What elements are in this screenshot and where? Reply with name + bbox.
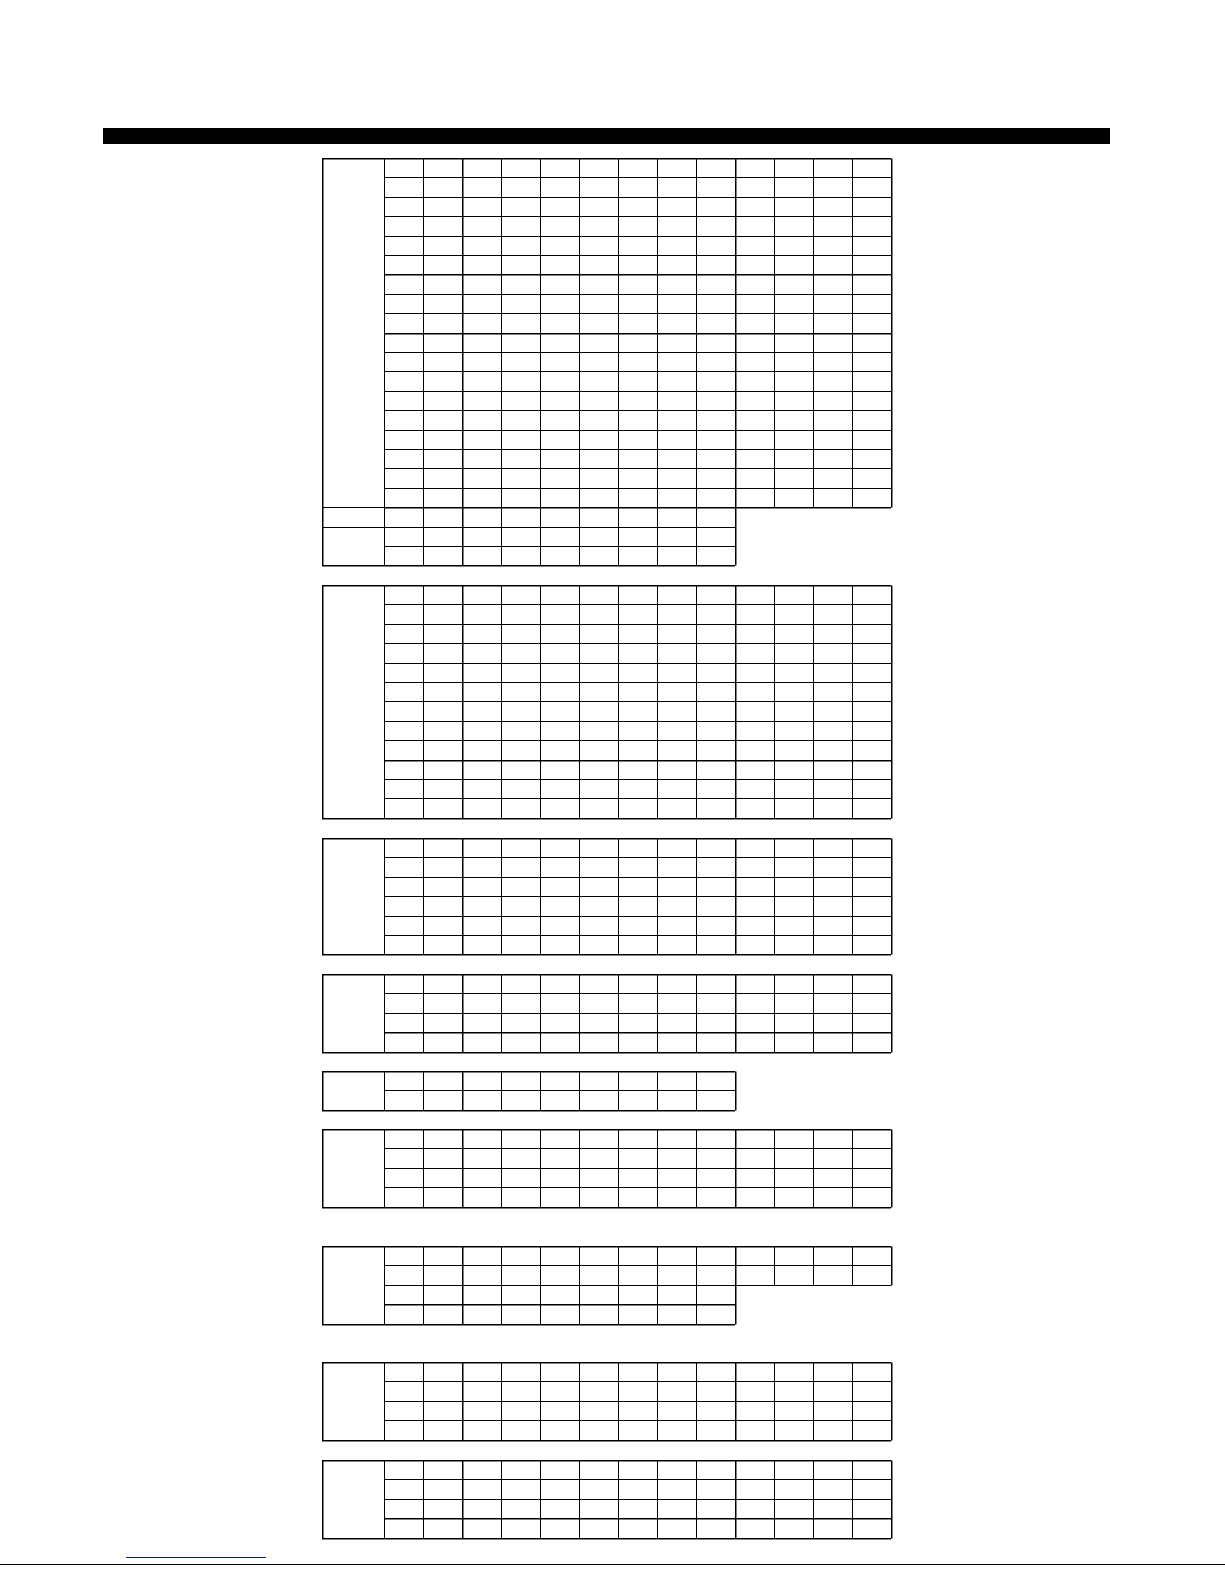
bottom-rule xyxy=(0,1564,1225,1565)
footer-link-underline[interactable] xyxy=(126,1557,266,1558)
